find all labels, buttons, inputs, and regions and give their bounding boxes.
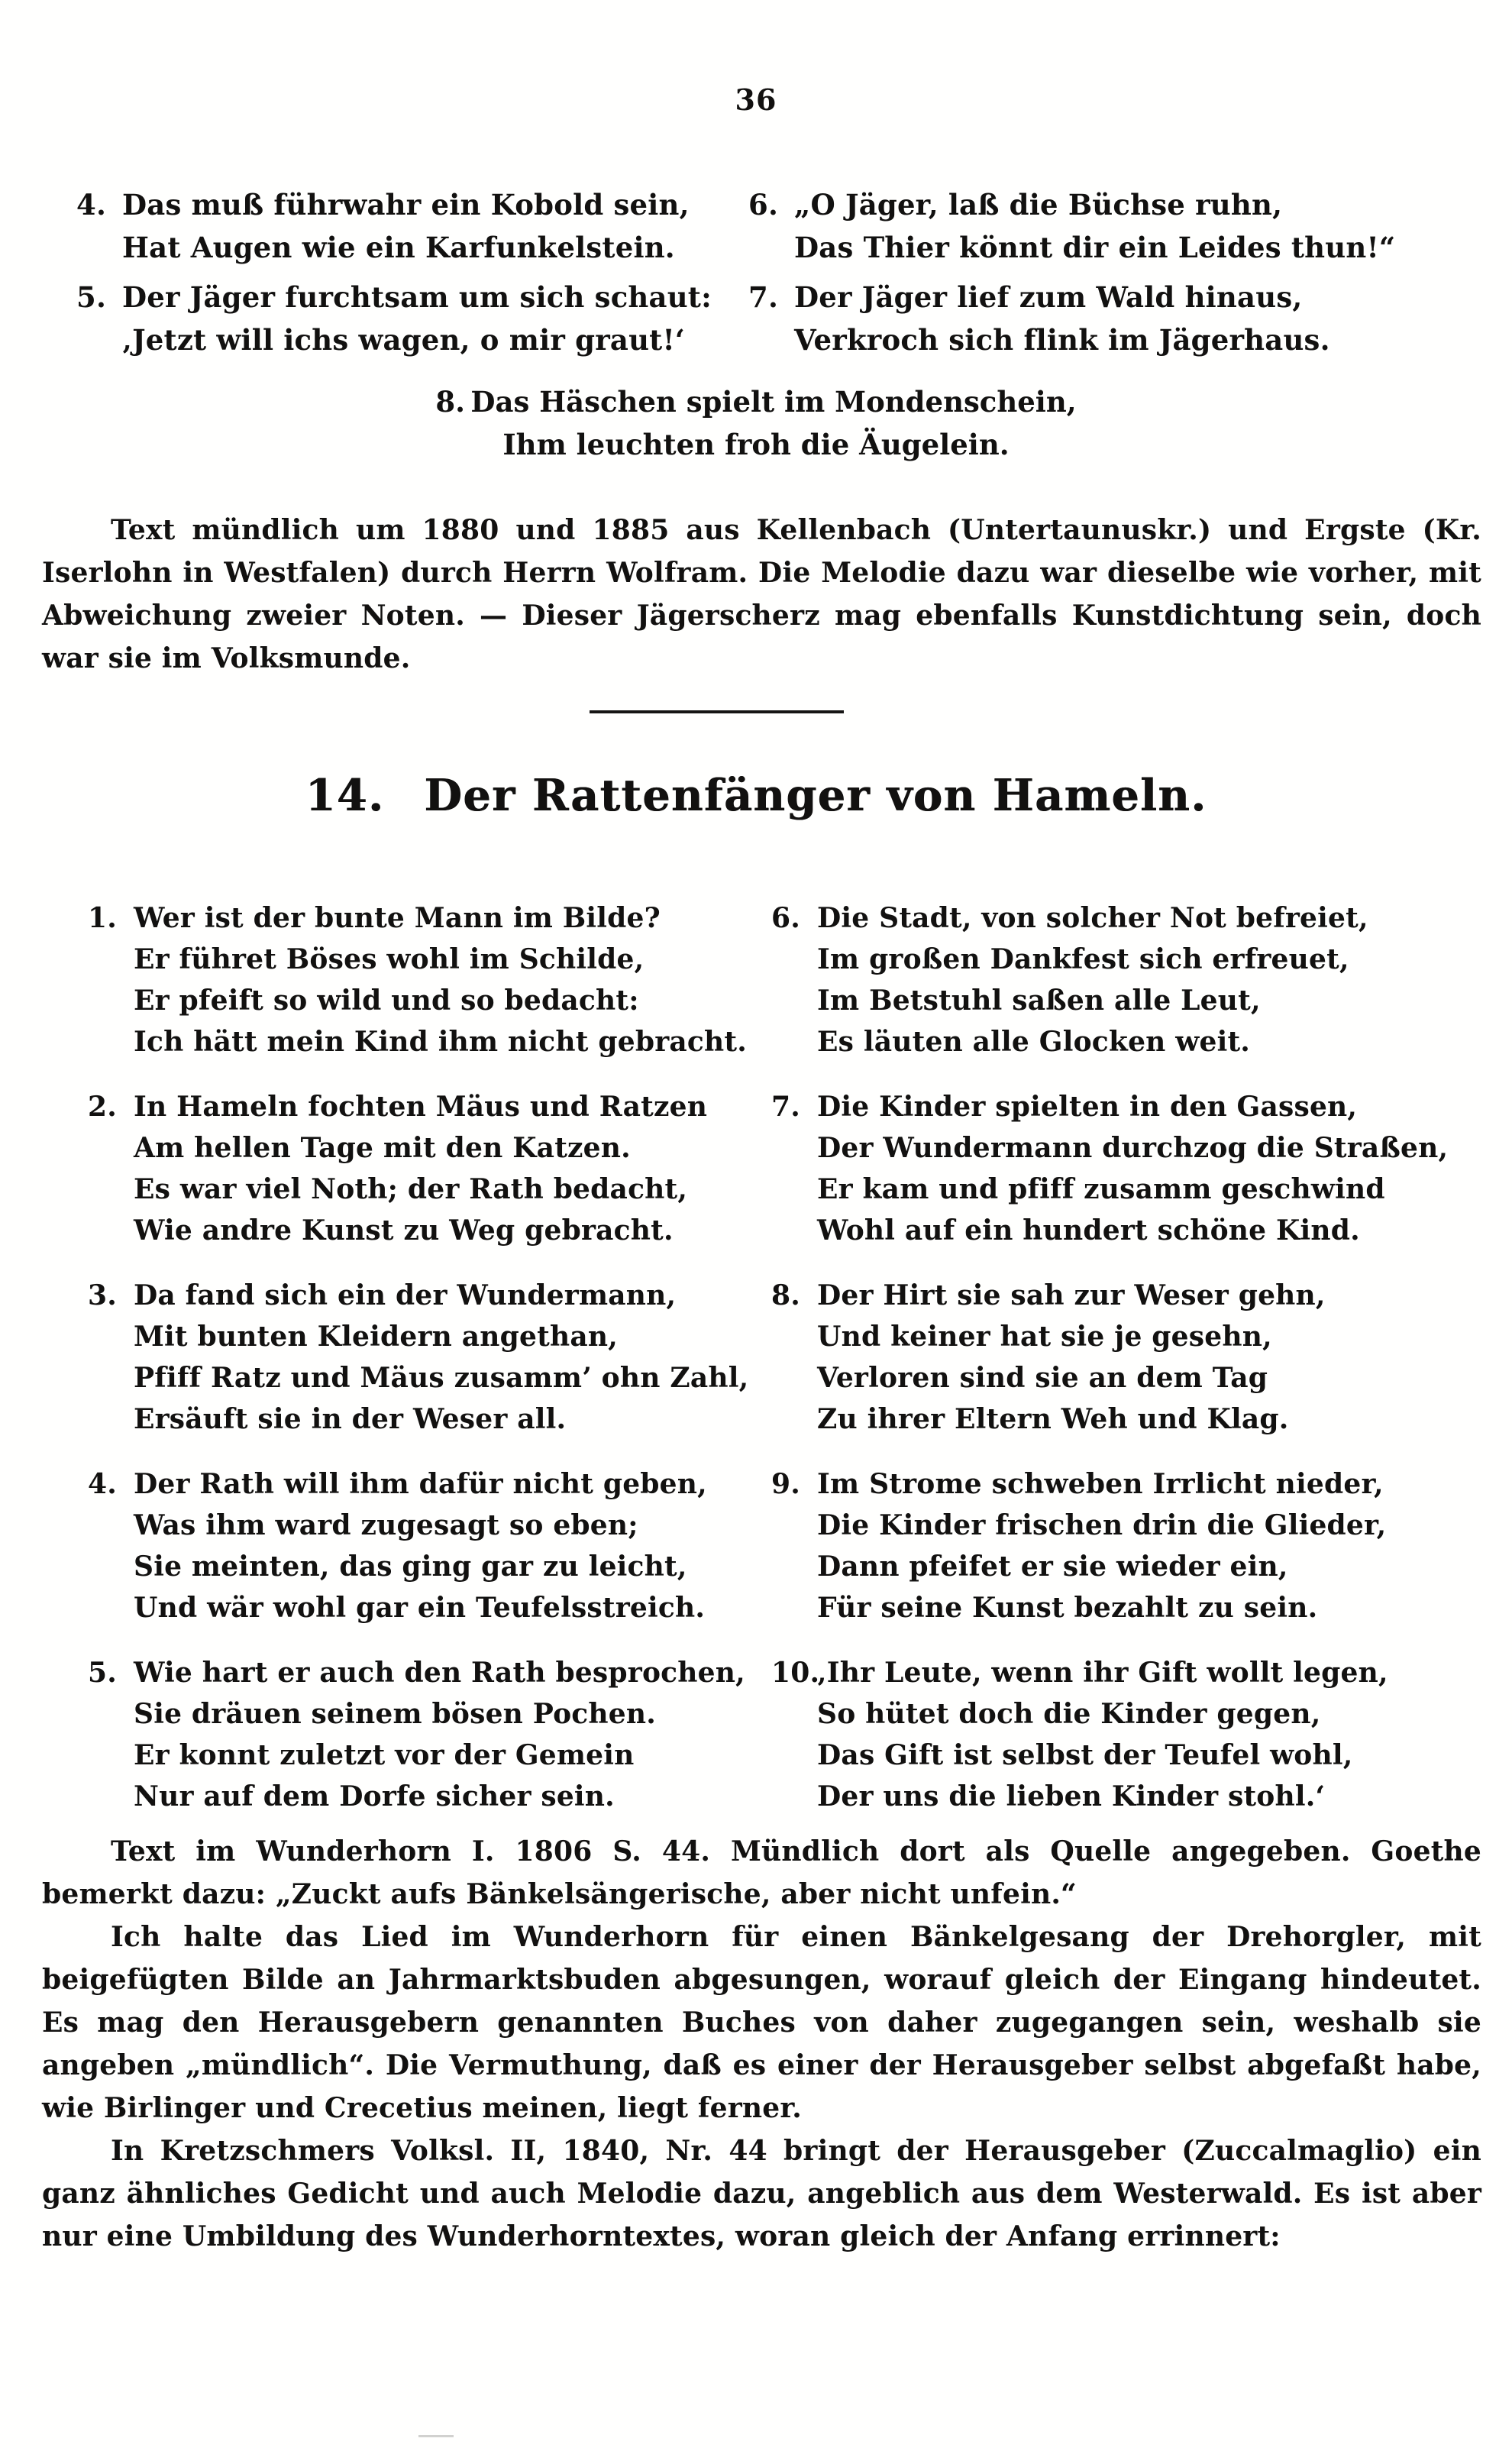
verse-number: 3. <box>88 1279 117 1311</box>
verse-line: Es war viel Noth; der Rath bedacht, <box>134 1173 688 1205</box>
verse-number: 7. <box>748 280 779 314</box>
verse-number: 9. <box>771 1468 800 1500</box>
verse-line: Im Strome schweben Irrlicht nieder, <box>817 1468 1384 1500</box>
verse-line: Am hellen Tage mit den Katzen. <box>134 1132 631 1164</box>
verse-1 <box>88 897 771 1062</box>
verse-6 <box>748 183 1478 269</box>
verse-line: Ich hätt mein Kind ihm nicht gebracht. <box>134 1026 747 1058</box>
verse-line: Der uns die lieben Kinder stohl.‘ <box>817 1780 1326 1813</box>
verse-9 <box>771 1463 1485 1628</box>
verse-line: Zu ihrer Eltern Weh und Klag. <box>817 1403 1289 1435</box>
verse-line-text: Das Häschen spielt im Mondenschein, <box>470 385 1077 419</box>
song-13-left-column <box>76 183 748 368</box>
verse-line: Wie hart er auch den Rath besprochen, <box>134 1657 745 1689</box>
verse-number: 1. <box>88 902 117 934</box>
verse-10 <box>771 1652 1485 1817</box>
verse-line: Und wär wohl gar ein Teufelsstreich. <box>134 1592 706 1624</box>
song-14-commentary <box>42 1830 1481 2258</box>
verse-line: Wie andre Kunst zu Weg gebracht. <box>134 1214 674 1247</box>
song-title-text: Der Rattenfänger von Hameln. <box>424 770 1207 821</box>
verse-line: Sie dräuen seinem bösen Pochen. <box>134 1698 656 1730</box>
verse-line: Die Kinder frischen drin die Glieder, <box>817 1509 1387 1541</box>
verse-line: Im Betstuhl saßen alle Leut, <box>817 985 1261 1017</box>
verse-line: Verkroch sich flink im Jägerhaus. <box>794 323 1330 357</box>
song-13-right-column <box>748 183 1478 368</box>
verse-line: Er führet Böses wohl im Schilde, <box>134 943 645 975</box>
verse-number: 5. <box>76 280 107 314</box>
page-number: 36 <box>735 82 777 117</box>
verse-7 <box>748 276 1478 361</box>
verse-line: Und keiner hat sie je gesehn, <box>817 1321 1272 1353</box>
verse-number: 10. <box>771 1657 820 1689</box>
scan-artifact <box>418 2435 454 2437</box>
verse-line: Für seine Kunst bezahlt zu sein. <box>817 1592 1318 1624</box>
verse-line: Die Stadt, von solcher Not befreiet, <box>817 902 1368 934</box>
verse-line: Das Thier könnt dir ein Leides thun!“ <box>794 231 1396 264</box>
verse-number: 8. <box>435 385 466 419</box>
verse-line: Da fand sich ein der Wundermann, <box>134 1279 677 1311</box>
verse-6 <box>771 897 1485 1062</box>
verse-line: Der Wundermann durchzog die Straßen, <box>817 1132 1449 1164</box>
verse-line: Der Hirt sie sah zur Weser gehn, <box>817 1279 1326 1311</box>
verse-line: Dann pfeifet er sie wieder ein, <box>817 1551 1288 1583</box>
verse-line: Das muß führwahr ein Kobold sein, <box>122 188 690 222</box>
song-title <box>0 770 1512 821</box>
verse-line: Die Kinder spielten in den Gassen, <box>817 1091 1358 1123</box>
verse-line: Er kam und pfiff zusamm geschwind <box>817 1173 1385 1205</box>
verse-line: Was ihm ward zugesagt so eben; <box>134 1509 638 1541</box>
verse-line <box>0 380 1512 423</box>
verse-number: 5. <box>88 1657 117 1689</box>
verse-8 <box>771 1275 1485 1440</box>
verse-line: Pfiff Ratz und Mäus zusamm’ ohn Zahl, <box>134 1362 749 1394</box>
verse-line: Hat Augen wie ein Karfunkelstein. <box>122 231 675 264</box>
verse-line: Mit bunten Kleidern angethan, <box>134 1321 618 1353</box>
verse-number: 4. <box>88 1468 117 1500</box>
verse-number: 4. <box>76 188 107 222</box>
verse-line: Das Gift ist selbst der Teufel wohl, <box>817 1739 1353 1771</box>
song-14-left-column <box>88 897 771 1817</box>
song-13-verses <box>76 183 1478 368</box>
verse-number: 7. <box>771 1091 800 1123</box>
verse-7 <box>771 1086 1485 1251</box>
song-14-right-column <box>771 897 1485 1817</box>
verse-line: Nur auf dem Dorfe sicher sein. <box>134 1780 615 1813</box>
section-divider-rule <box>590 710 844 713</box>
verse-line: So hütet doch die Kinder gegen, <box>817 1698 1321 1730</box>
song-14-verses <box>88 897 1485 1817</box>
verse-4 <box>88 1463 771 1628</box>
song-number: 14. <box>305 770 385 821</box>
verse-line: Wohl auf ein hundert schöne Kind. <box>817 1214 1360 1247</box>
verse-line: Wer ist der bunte Mann im Bilde? <box>134 902 661 934</box>
verse-number: 6. <box>748 188 779 222</box>
verse-number: 2. <box>88 1091 117 1123</box>
verse-line: Der Rath will ihm dafür nicht geben, <box>134 1468 707 1500</box>
verse-line: In Hameln fochten Mäus und Ratzen <box>134 1091 708 1123</box>
song-13-source-note: Text mündlich um 1880 und 1885 aus Kellenbach (Untertaunuskr.) und Ergste (Kr. Iserlohn in Westfalen) durch Herrn Wolfram. Die Melodie dazu war dieselbe wie vorher, mit Abweichung zweier Noten. — Dieser Jägerscherz mag ebenfalls Kunstdichtung sein, doch war sie im Volksmunde. <box>42 514 1481 674</box>
commentary-paragraph: Text im Wunderhorn I. 1806 S. 44. Mündlich dort als Quelle angegeben. Goethe bemerkt dazu: „Zuckt aufs Bänkelsängerische, aber nicht unfein.“ <box>42 1835 1481 1910</box>
verse-line: Der Jäger lief zum Wald hinaus, <box>794 280 1303 314</box>
verse-8 <box>0 380 1512 466</box>
verse-line: Er pfeift so wild und so bedacht: <box>134 985 639 1017</box>
commentary-paragraph: Ich halte das Lied im Wunderhorn für einen Bänkelgesang der Drehorgler, mit beigefügten Bilde an Jahrmarktsbuden abgesungen, worauf gleich der Eingang hindeutet. Es mag den Herausgebern genannten Buches von daher zugegangen sein, weshalb sie angeben „mündlich“. Die Vermuthung, daß es einer der Herausgeber selbst abgefaßt habe, wie Birlinger und Crecetius meinen, liegt ferner. <box>42 1921 1481 2124</box>
verse-5 <box>76 276 748 361</box>
verse-3 <box>88 1275 771 1440</box>
verse-line: Der Jäger furchtsam um sich schaut: <box>122 280 712 314</box>
verse-line: Verloren sind sie an dem Tag <box>817 1362 1268 1394</box>
verse-line: „O Jäger, laß die Büchse ruhn, <box>794 188 1283 222</box>
verse-line: Es läuten alle Glocken weit. <box>817 1026 1251 1058</box>
verse-line: Ersäuft sie in der Weser all. <box>134 1403 567 1435</box>
verse-line: Im großen Dankfest sich erfreuet, <box>817 943 1349 975</box>
verse-line: Ihm leuchten froh die Äugelein. <box>502 428 1010 461</box>
commentary-paragraph: In Kretzschmers Volksl. II, 1840, Nr. 44 bringt der Herausgeber (Zuccalmaglio) ein ganz ähnliches Gedicht und auch Melodie dazu, angeblich aus dem Westerwald. Es ist aber nur eine Umbildung des Wunderhorntextes, woran gleich der Anfang errinnert: <box>42 2135 1481 2252</box>
verse-5 <box>88 1652 771 1817</box>
verse-number: 8. <box>771 1279 800 1311</box>
verse-number: 6. <box>771 902 800 934</box>
verse-line: ‚Jetzt will ichs wagen, o mir graut!‘ <box>122 323 685 357</box>
verse-line: Sie meinten, das ging gar zu leicht, <box>134 1551 687 1583</box>
verse-2 <box>88 1086 771 1251</box>
verse-line: ‚Ihr Leute, wenn ihr Gift wollt legen, <box>817 1657 1388 1689</box>
verse-4 <box>76 183 748 269</box>
verse-line: Er konnt zuletzt vor der Gemein <box>134 1739 635 1771</box>
